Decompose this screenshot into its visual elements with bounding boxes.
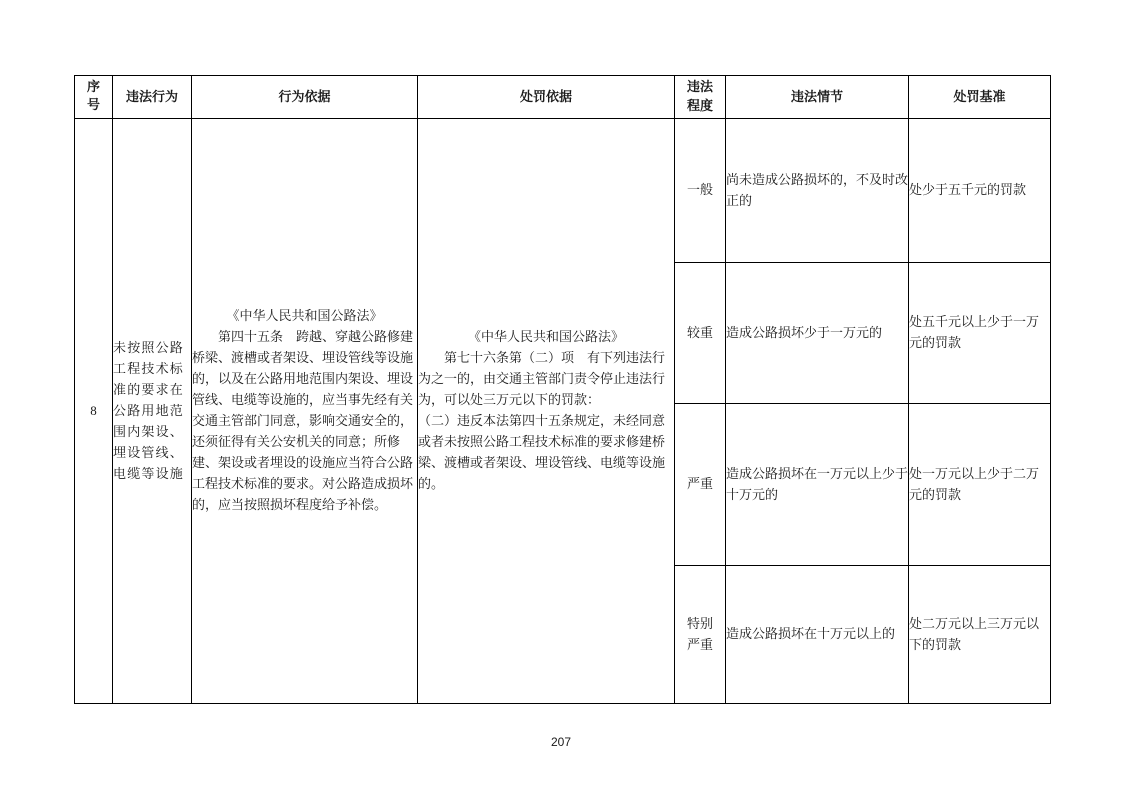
degree-cell: 特别严重 — [675, 566, 726, 704]
header-circumstance: 违法情节 — [726, 76, 909, 119]
penalty-title: 《中华人民共和国公路法》 — [467, 330, 624, 345]
circumstance-cell: 造成公路损坏在十万元以上的 — [726, 566, 909, 704]
standard-cell: 处五千元以上少于一万元的罚款 — [909, 263, 1051, 404]
table-row — [75, 119, 1051, 263]
basis-text: 第四十五条 跨越、穿越公路修建桥梁、渡槽或者架设、埋设管线等设施的，以及在公路用地范围内架设、埋设管线、电缆等设施的，应当事先经有关交通主管部门同意，影响交通安全的，还须征得有关公安机关的同意；所修建、架设或者埋设的设施应当符合公路工程技术标准的要求。对公路造成损坏的，应当按照损坏程度给予补偿。 — [192, 330, 414, 513]
header-standard: 处罚基准 — [909, 76, 1051, 119]
basis-title: 《中华人民共和国公路法》 — [226, 309, 383, 324]
act-cell: 未按照公路工程技术标准的要求在公路用地范围内架设、埋设管线、电缆等设施 — [113, 119, 192, 704]
table-header-row — [75, 76, 1051, 119]
seq-cell: 8 — [75, 119, 113, 704]
penalty-text: 第七十六条第（二）项 有下列违法行为之一的，由交通主管部门责令停止违法行为，可以处三万元以下的罚款： — [418, 351, 666, 408]
circumstance-cell: 造成公路损坏在一万元以上少于十万元的 — [726, 404, 909, 566]
standard-cell: 处二万元以上三万元以下的罚款 — [909, 566, 1051, 704]
header-degree: 违法程度 — [675, 76, 726, 119]
basis-cell — [192, 119, 418, 704]
header-act: 违法行为 — [113, 76, 192, 119]
standard-cell: 处一万元以上少于二万元的罚款 — [909, 404, 1051, 566]
header-penalty-basis: 处罚依据 — [418, 76, 675, 119]
penalty-basis-cell — [418, 119, 675, 704]
page-number: 207 — [550, 735, 572, 749]
header-seq: 序号 — [75, 76, 113, 119]
degree-cell: 一般 — [675, 119, 726, 263]
degree-cell: 较重 — [675, 263, 726, 404]
header-basis: 行为依据 — [192, 76, 418, 119]
circumstance-cell: 造成公路损坏少于一万元的 — [726, 263, 909, 404]
penalty-standard-table — [74, 75, 1051, 704]
penalty-item: （二）违反本法第四十五条规定，未经同意或者未按照公路工程技术标准的要求修建桥梁、渡槽或者架设、埋设管线、电缆等设施的。 — [418, 414, 666, 492]
standard-cell: 处少于五千元的罚款 — [909, 119, 1051, 263]
circumstance-cell: 尚未造成公路损坏的，不及时改正的 — [726, 119, 909, 263]
degree-cell: 严重 — [675, 404, 726, 566]
